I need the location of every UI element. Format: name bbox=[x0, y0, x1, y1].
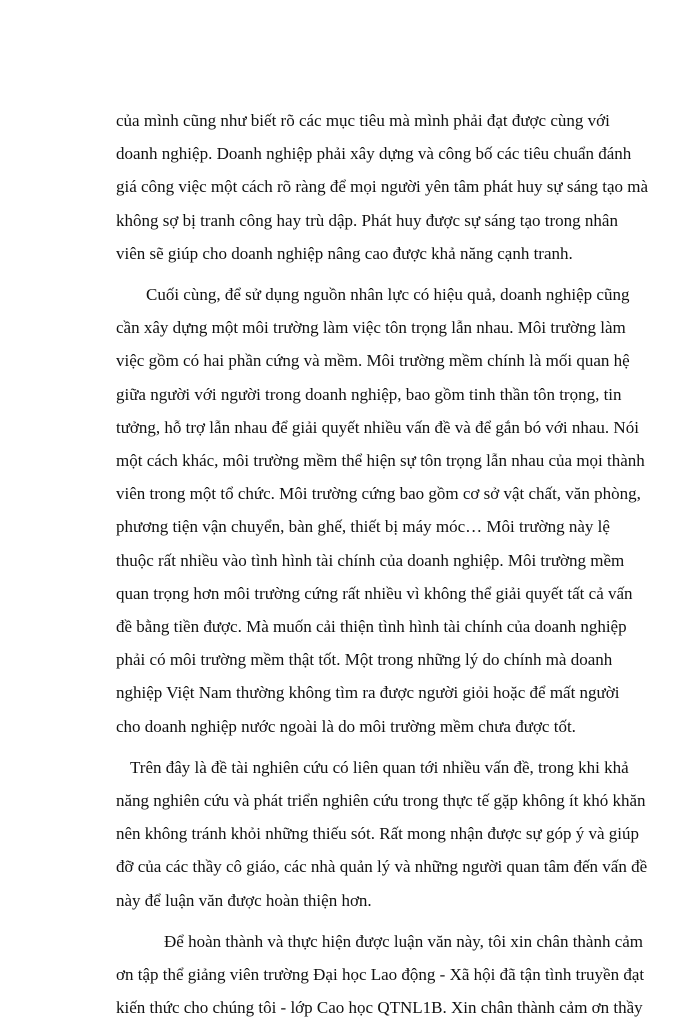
text-line: cho doanh nghiệp nước ngoài là do môi trường mềm chưa được tốt. bbox=[116, 716, 576, 736]
paragraph-gap bbox=[116, 270, 600, 278]
text-line: thuộc rất nhiều vào tình hình tài chính của doanh nghiệp. Môi trường mềm bbox=[116, 550, 625, 570]
text-line: của mình cũng như biết rõ các mục tiêu mà mình phải đạt được cùng với bbox=[116, 111, 610, 130]
text-line: viên sẽ giúp cho doanh nghiệp nâng cao được khả năng cạnh tranh. bbox=[116, 243, 573, 263]
text-line: nên không tránh khỏi những thiếu sót. Rất mong nhận được sự góp ý và giúp bbox=[116, 824, 639, 844]
text-line: nghiệp Việt Nam thường không tìm ra được người giỏi hoặc để mất người bbox=[116, 683, 620, 703]
paragraph bbox=[116, 751, 648, 917]
text-line: viên trong một tổ chức. Môi trường cứng bao gồm cơ sở vật chất, văn phòng, bbox=[116, 484, 641, 504]
text-line: này để luận văn được hoàn thiện hơn. bbox=[116, 890, 372, 910]
text-line: tưởng, hỗ trợ lẫn nhau để giải quyết nhiều vấn đề và để gắn bó với nhau. Nói bbox=[116, 417, 639, 437]
text-line: một cách khác, môi trường mềm thể hiện sự tôn trọng lẫn nhau của mọi thành bbox=[116, 451, 645, 471]
text-line: không sợ bị tranh công hay trù dập. Phát huy được sự sáng tạo trong nhân bbox=[116, 210, 618, 230]
paragraph-gap bbox=[116, 743, 600, 751]
text-line: cần xây dựng một môi trường làm việc tôn trọng lẫn nhau. Môi trường làm bbox=[116, 318, 626, 338]
paragraph bbox=[116, 925, 645, 1024]
text-line: Cuối cùng, để sử dụng nguồn nhân lực có hiệu quả, doanh nghiệp cũng bbox=[146, 285, 630, 305]
text-line: doanh nghiệp. Doanh nghiệp phải xây dựng và công bố các tiêu chuẩn đánh bbox=[116, 144, 632, 164]
paragraph bbox=[116, 104, 649, 270]
text-line: giữa người với người trong doanh nghiệp, bao gồm tinh thần tôn trọng, tin bbox=[116, 384, 622, 404]
text-line: Trên đây là đề tài nghiên cứu có liên quan tới nhiều vấn đề, trong khi khả bbox=[130, 757, 629, 777]
text-line: năng nghiên cứu và phát triển nghiên cứu trong thực tế gặp không ít khó khăn bbox=[116, 791, 646, 811]
document-page bbox=[116, 104, 649, 1024]
text-line: Để hoàn thành và thực hiện được luận văn này, tôi xin chân thành cảm bbox=[164, 931, 644, 951]
text-line: kiến thức cho chúng tôi - lớp Cao học QTNL1B. Xin chân thành cảm ơn thầy bbox=[116, 998, 643, 1018]
text-line: giá công việc một cách rõ ràng để mọi người yên tâm phát huy sự sáng tạo mà bbox=[116, 177, 649, 197]
paragraph-gap bbox=[116, 917, 600, 925]
document-body bbox=[116, 104, 649, 1024]
text-line: phải có môi trường mềm thật tốt. Một trong những lý do chính mà doanh bbox=[116, 650, 613, 670]
text-line: ơn tập thể giảng viên trường Đại học Lao động - Xã hội đã tận tình truyền đạt bbox=[116, 965, 645, 985]
text-line: quan trọng hơn môi trường cứng rất nhiều vì không thể giải quyết tất cả vấn bbox=[116, 583, 633, 603]
text-line: phương tiện vận chuyển, bàn ghế, thiết bị máy móc… Môi trường này lệ bbox=[116, 517, 610, 537]
text-line: đề bằng tiền được. Mà muốn cải thiện tình hình tài chính của doanh nghiệp bbox=[116, 617, 627, 637]
paragraph bbox=[116, 278, 645, 743]
text-line: việc gồm có hai phần cứng và mềm. Môi trường mềm chính là mối quan hệ bbox=[116, 351, 630, 371]
text-line: đỡ của các thầy cô giáo, các nhà quản lý và những người quan tâm đến vấn đề bbox=[116, 857, 648, 877]
